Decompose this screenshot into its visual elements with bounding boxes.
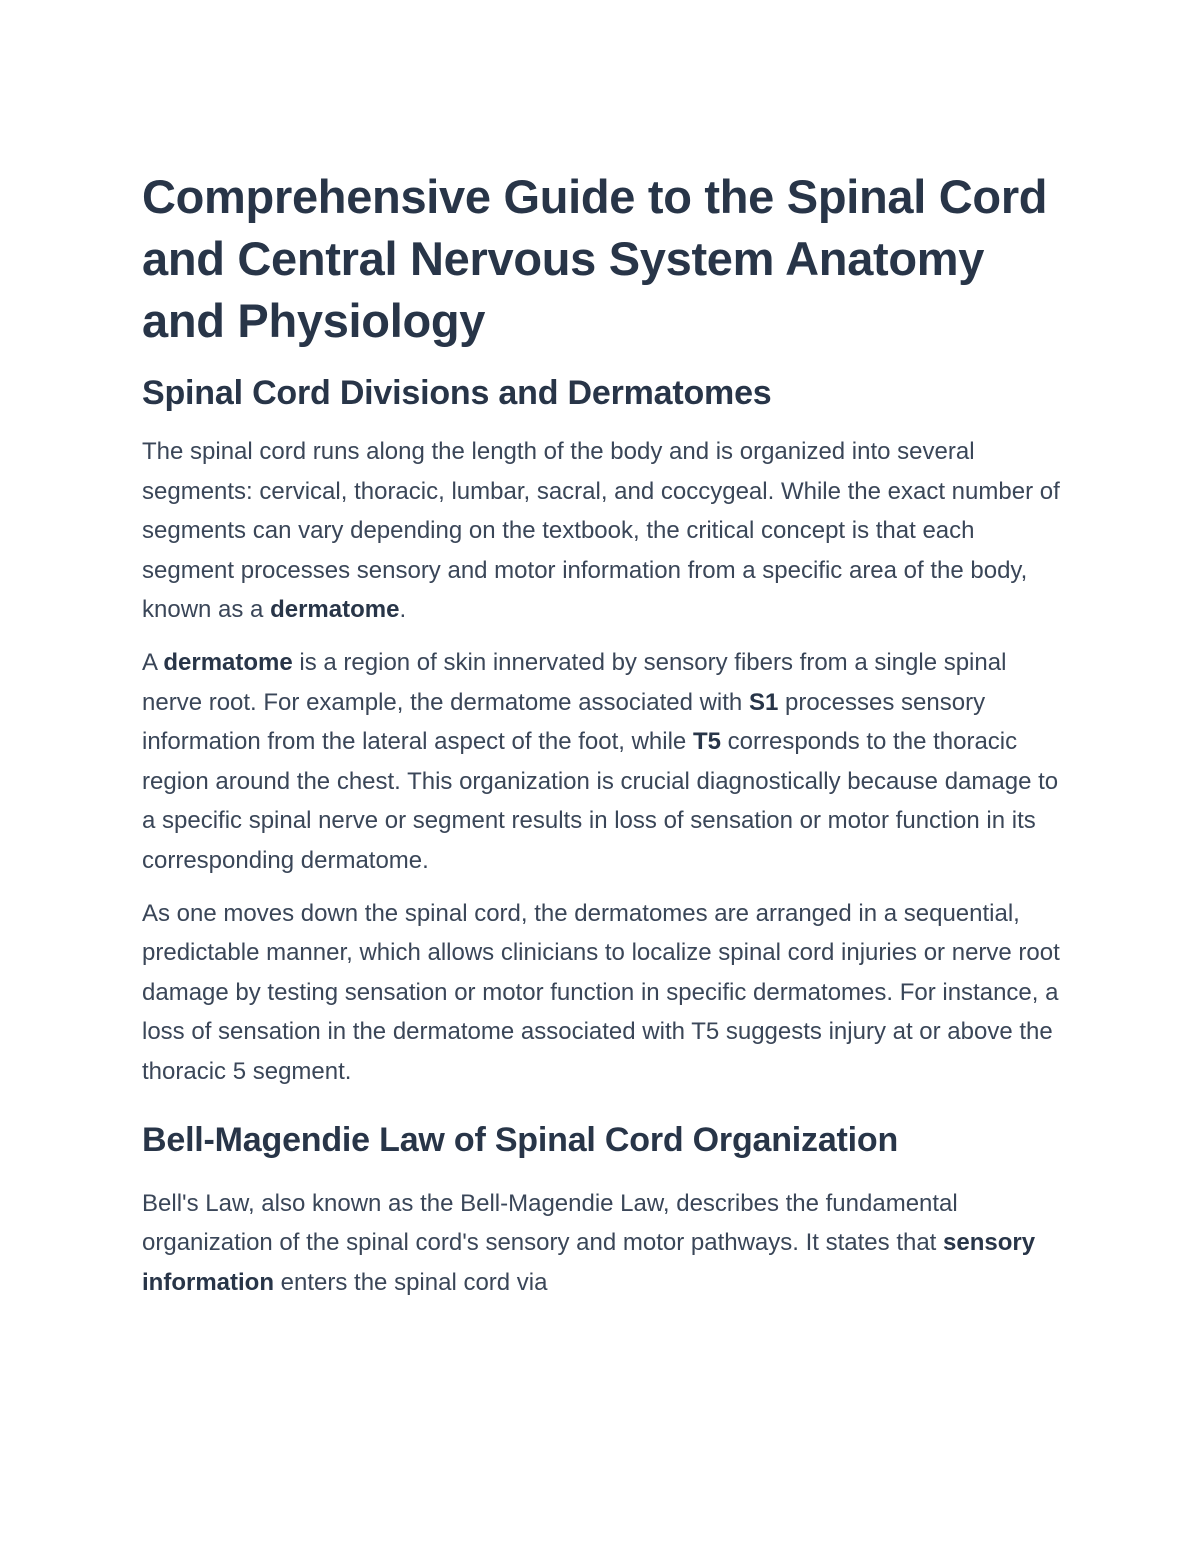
paragraph-text: Bell's Law, also known as the Bell-Magendie Law, describes the fundamental organization of the spinal cord's sensory and motor pathways. It states that: [142, 1189, 958, 1257]
bold-term-dermatome: dermatome: [163, 648, 293, 676]
paragraph-text: A: [142, 648, 164, 676]
paragraph-dermatome-arrangement: [142, 894, 1072, 1092]
paragraph-text: .: [399, 596, 407, 624]
paragraph-text: corresponds to the thoracic region around the chest. This organization is crucial diagnostically because damage to a specific spinal nerve or segment results in loss of sensation or motor function in its corresponding dermatome.: [142, 728, 1059, 874]
section-heading-bell-magendie: Bell-Magendie Law of Spinal Cord Organization: [142, 1120, 899, 1159]
bold-term-t5: T5: [692, 728, 721, 756]
document-title: Comprehensive Guide to the Spinal Cord and Central Nervous System Anatomy and Physiology: [142, 170, 1048, 347]
bold-term-sensory-information: sensory information: [142, 1229, 1036, 1296]
paragraph-spinal-segments: [142, 432, 1072, 630]
paragraph-text: processes sensory information from the lateral aspect of the foot, while: [142, 688, 986, 756]
section-heading-dermatomes: Spinal Cord Divisions and Dermatomes: [142, 374, 772, 412]
bold-term-s1: S1: [748, 688, 779, 716]
paragraph-text: The spinal cord runs along the length of the body and is organized into several segments: cervical, thoracic, lumbar, sacral, and coccygeal. While the exact number of segments can vary depending on the textbook, the critical concept is that each segment processes sensory and motor information from a specific area of the body, known as a: [142, 438, 1060, 624]
document-page: [142, 166, 1072, 1302]
paragraph-text: As one moves down the spinal cord, the dermatomes are arranged in a sequential, predictable manner, which allows clinicians to localize spinal cord injuries or nerve root damage by testing sensation or motor function in specific dermatomes. For instance, a loss of sensation in the dermatome associated with T5 suggests injury at or above the thoracic 5 segment.: [142, 899, 1060, 1085]
paragraph-text: is a region of skin innervated by sensory fibers from a single spinal nerve root. For example, the dermatome associated with: [142, 648, 1007, 716]
bold-term-dermatome: dermatome: [270, 596, 400, 624]
paragraph-text: enters the spinal cord via: [274, 1268, 548, 1296]
paragraph-bells-law: [142, 1184, 1072, 1303]
paragraph-dermatome-definition: [142, 643, 1072, 881]
